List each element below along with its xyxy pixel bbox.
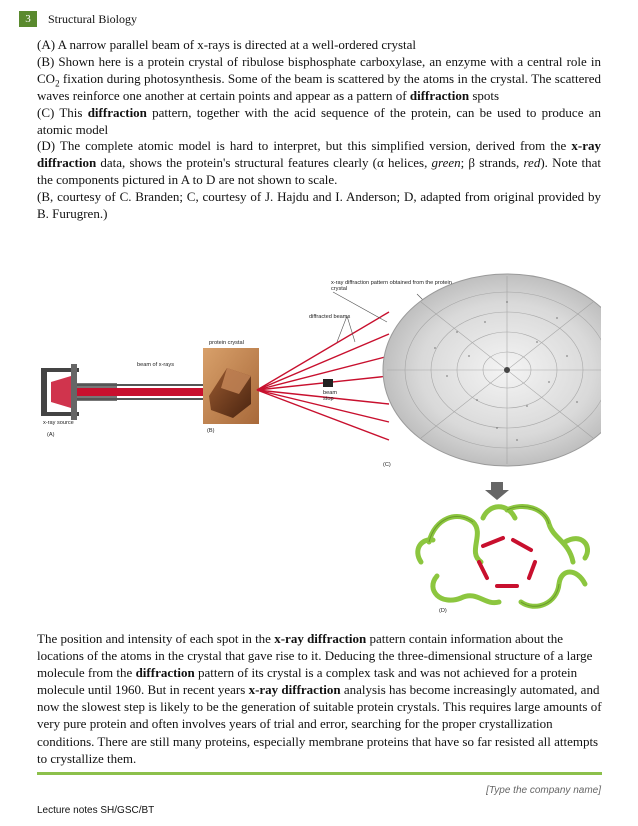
body-bold-2: diffraction [135, 665, 195, 681]
lecture-notes-label: Lecture notes SH/GSC/BT [37, 805, 155, 816]
label-diffracted-beams: diffracted beams [309, 314, 351, 320]
label-panel-d: (D) [439, 608, 447, 614]
caption-a: (A) A narrow parallel beam of x-rays is directed at a well-ordered crystal [37, 37, 417, 52]
body-paragraph-text [37, 630, 603, 767]
label-panel-a: (A) [47, 432, 55, 438]
caption-b-bold: diffraction [409, 87, 470, 103]
body-bold-3: x-ray diffraction [248, 682, 341, 698]
footer-rule [37, 772, 602, 775]
beam-stop [323, 379, 333, 387]
body-text-1: The position and intensity of each spot in the [37, 631, 275, 646]
caption-c-text-1: (C) This [37, 104, 88, 120]
label-panel-b: (B) [207, 428, 215, 434]
xray-diffraction-figure [37, 272, 601, 622]
body-bold-1: x-ray diffraction [274, 631, 367, 646]
caption-b-text-3: spots [469, 87, 500, 103]
caption-b-subscript: 2 [55, 78, 60, 89]
caption-b [37, 54, 601, 105]
caption-d-red: red [523, 155, 541, 171]
figure-illustration [37, 272, 601, 622]
protein-ribbon-model [418, 506, 588, 606]
label-panel-c: (C) [383, 462, 391, 468]
caption-c [37, 105, 601, 139]
figure-caption [37, 37, 601, 223]
page-header [0, 9, 638, 29]
caption-d-green: green [431, 155, 461, 171]
body-paragraph [37, 630, 603, 767]
caption-c-bold: diffraction [87, 104, 147, 120]
header-title: Structural Biology [48, 12, 137, 26]
diffracted-beams [257, 312, 389, 440]
body-text-3: pattern of its crystal is a complex task and was not achieved for a protein molecule until 1960. But in recent years [37, 665, 578, 698]
down-arrow-icon [485, 482, 509, 500]
caption-d [37, 138, 601, 189]
label-xray-source: x-ray source [43, 420, 74, 426]
caption-credits: (B, courtesy of C. Branden; C, courtesy of J. Hajdu and I. Anderson; D, adapted from original provided by B. Furugren.) [37, 189, 601, 222]
caption-b-text-2: fixation during photosynthesis. Some of the beam is scattered by the atoms in the crystal. The scattered waves reinforce one another at certain points and appear as a pattern of [37, 70, 601, 103]
diffraction-pattern-plate [383, 274, 601, 466]
caption-d-bold: x-ray diffraction [37, 138, 601, 171]
label-diffraction-pattern: x-ray diffraction pattern obtained from the protein crystal [331, 280, 452, 292]
label-beam-of-xrays: beam of x-rays [137, 362, 174, 368]
page-number: 3 [19, 11, 37, 27]
protein-crystal-image [203, 348, 259, 424]
caption-d-text-3: ; β strands, [460, 155, 524, 171]
caption-c-text-2: pattern, together with the acid sequence of the protein, can be used to produce an atomic model [37, 104, 601, 137]
body-text-4: analysis has become increasingly automated, and now the slowest step is likely to be the generation of suitable protein crystals. This requires large amounts of very pure protein and often involves years of trial and error, searching for the proper crystallization conditions. There are still many proteins, especially membrane proteins that have so far resisted all attempts to crystallize them. [37, 682, 602, 766]
label-beam-stop: beam stop [323, 390, 337, 402]
caption-d-text-2: data, shows the protein's structural features clearly (α helices, [96, 155, 432, 171]
caption-d-text-4: ). Note that the components pictured in A to D are not shown to scale. [37, 155, 602, 188]
xray-source-apparatus [41, 364, 207, 420]
caption-d-text-1: (D) The complete atomic model is hard to interpret, but this simplified version, derived from the [37, 138, 572, 154]
label-protein-crystal: protein crystal [209, 340, 244, 346]
body-text-2: pattern contain information about the locations of the atoms in the crystal that gave rise to it. Deducing the three-dimensional structure of a large molecule from the [37, 631, 593, 681]
caption-b-text-1: (B) Shown here is a protein crystal of ribulose bisphosphate carboxylase, an enzyme with a central role in CO [37, 53, 601, 86]
company-name: [Type the company name] [486, 785, 601, 796]
